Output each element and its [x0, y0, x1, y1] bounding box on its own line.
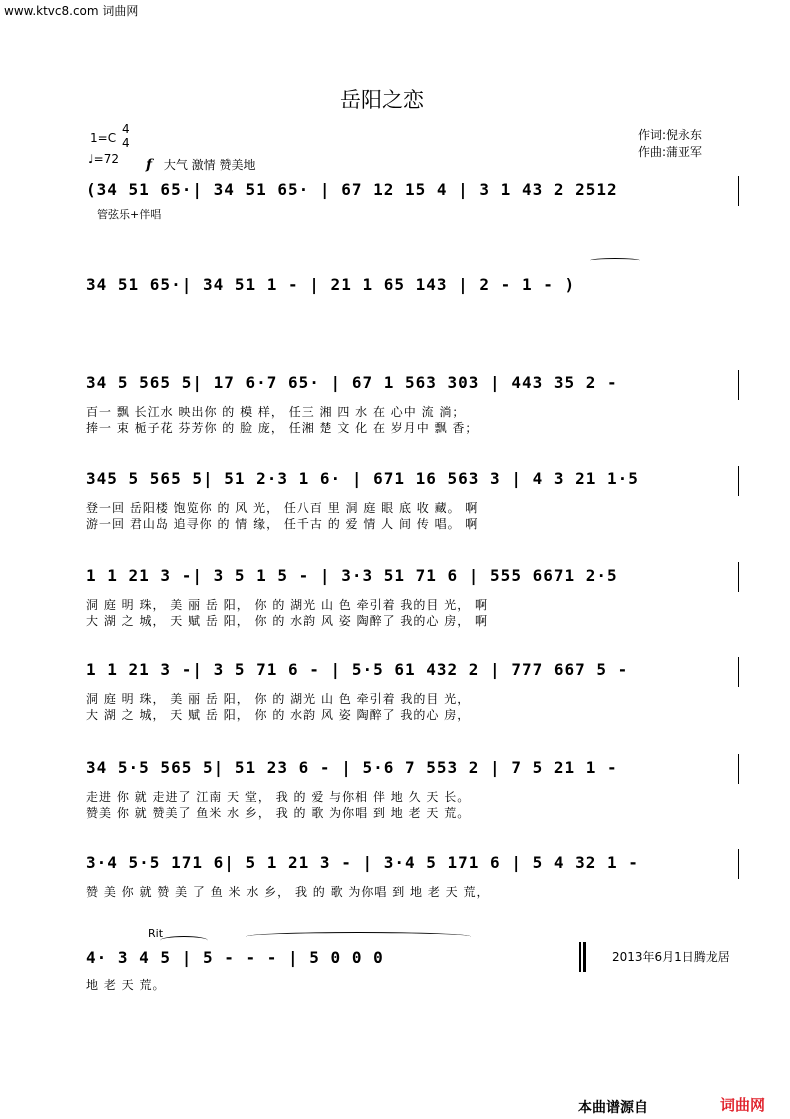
meter-bottom: 4	[122, 136, 130, 150]
credits	[638, 127, 702, 161]
date-note: 2013年6月1日腾龙居	[612, 950, 730, 964]
footer-source: 本曲谱源自	[578, 1100, 648, 1116]
notation: 34 5·5 565 5| 51 23 6 - | 5·6 7 553 2 | 7 5 21 1 -	[86, 758, 618, 777]
dynamic-forte: f	[146, 157, 153, 173]
time-signature	[122, 122, 130, 150]
barline	[738, 849, 739, 879]
notation: 345 5 565 5| 51 2·3 1 6· | 671 16 563 3 | 4 3 21 1·5	[86, 469, 639, 488]
lyrics-verse-1: 洞 庭 明 珠， 美 丽 岳 阳， 你 的 湖光 山 色 牵引着 我的目 光，	[86, 692, 471, 706]
score-row-4	[0, 469, 790, 531]
notation: (34 51 65·| 34 51 65· | 67 12 15 4 | 3 1 43 2 2512	[86, 180, 618, 199]
score-row-1	[0, 180, 790, 220]
lyrics-verse-2: 大 湖 之 城， 天 赋 岳 阳， 你 的 水韵 风 姿 陶醉了 我的心 房， 啊	[86, 614, 489, 628]
notation: 4· 3 4 5 | 5 - - - | 5 0 0 0	[86, 948, 384, 967]
lyrics-verse-1: 地 老 天 荒。	[86, 978, 166, 992]
lyrics-verse-2: 游一回 君山岛 追寻你 的 情 缘， 任千古 的 爱 情 人 间 传 唱。 啊	[86, 517, 479, 531]
meter-top: 4	[122, 122, 130, 136]
lyrics-verse-1: 百一 飘 长江水 映出你 的 模 样， 任三 湘 四 水 在 心中 流 淌；	[86, 405, 466, 419]
site-watermark: www.ktvc8.com 词曲网	[4, 4, 139, 18]
notation: 34 51 65·| 34 51 1 - | 21 1 65 143 | 2 - 1 - )	[86, 275, 576, 294]
lyrics-verse-1: 赞 美 你 就 赞 美 了 鱼 米 水 乡， 我 的 歌 为你唱 到 地 老 天 荒，	[86, 885, 490, 899]
tempo-value: =72	[93, 152, 119, 166]
song-title: 岳阳之恋	[340, 88, 424, 112]
accompaniment-note: 管弦乐+伴唱	[97, 208, 162, 221]
score-row-6	[0, 660, 790, 722]
barline	[738, 176, 739, 206]
ritardando-marking: Rit	[148, 927, 164, 940]
slur-arc	[160, 936, 208, 945]
lyrics-verse-2: 赞美 你 就 赞美了 鱼米 水 乡， 我 的 歌 为你唱 到 地 老 天 荒。	[86, 806, 471, 820]
tempo-marking	[88, 152, 119, 166]
tie-arc	[246, 932, 471, 941]
notation: 34 5 565 5| 17 6·7 65· | 67 1 563 303 | 443 35 2 -	[86, 373, 618, 392]
key-signature: 1=C	[90, 131, 117, 145]
barline	[738, 466, 739, 496]
score-row-7	[0, 758, 790, 820]
score-row-8	[0, 853, 790, 899]
barline	[738, 370, 739, 400]
lyrics-verse-2: 捧一 束 栀子花 芬芳你 的 脸 庞， 任湘 楚 文 化 在 岁月中 飘 香；	[86, 421, 479, 435]
barline	[738, 657, 739, 687]
composer: 作曲:蒲亚军	[638, 145, 703, 159]
notation: 1 1 21 3 -| 3 5 71 6 - | 5·5 61 432 2 | 777 667 5 -	[86, 660, 629, 679]
lyrics-verse-1: 登一回 岳阳楼 饱览你 的 风 光， 任八百 里 洞 庭 眼 底 收 藏。 啊	[86, 501, 479, 515]
quarter-note-icon: ♩	[88, 152, 94, 166]
lyrics-verse-1: 走进 你 就 走进了 江南 天 堂， 我 的 爱 与你相 伴 地 久 天 长。	[86, 790, 471, 804]
footer-logo[interactable]: 词曲网	[720, 1096, 766, 1114]
score-row-3	[0, 373, 790, 435]
final-barline-thick	[583, 942, 586, 972]
expression-marking	[146, 156, 256, 173]
lyrics-verse-1: 洞 庭 明 珠， 美 丽 岳 阳， 你 的 湖光 山 色 牵引着 我的目 光， 啊	[86, 598, 489, 612]
lyricist: 作词:倪永东	[638, 128, 703, 142]
expression-text: 大气 激情 赞美地	[163, 158, 256, 172]
notation: 1 1 21 3 -| 3 5 1 5 - | 3·3 51 71 6 | 555 6671 2·5	[86, 566, 618, 585]
final-barline-thin	[579, 942, 581, 972]
lyrics-verse-2: 大 湖 之 城， 天 赋 岳 阳， 你 的 水韵 风 姿 陶醉了 我的心 房，	[86, 708, 471, 722]
score-row-5	[0, 566, 790, 628]
score-row-2	[0, 275, 790, 315]
notation: 3·4 5·5 171 6| 5 1 21 3 - | 3·4 5 171 6 | 5 4 32 1 -	[86, 853, 639, 872]
trill-line	[590, 258, 640, 263]
barline	[738, 562, 739, 592]
barline	[738, 754, 739, 784]
